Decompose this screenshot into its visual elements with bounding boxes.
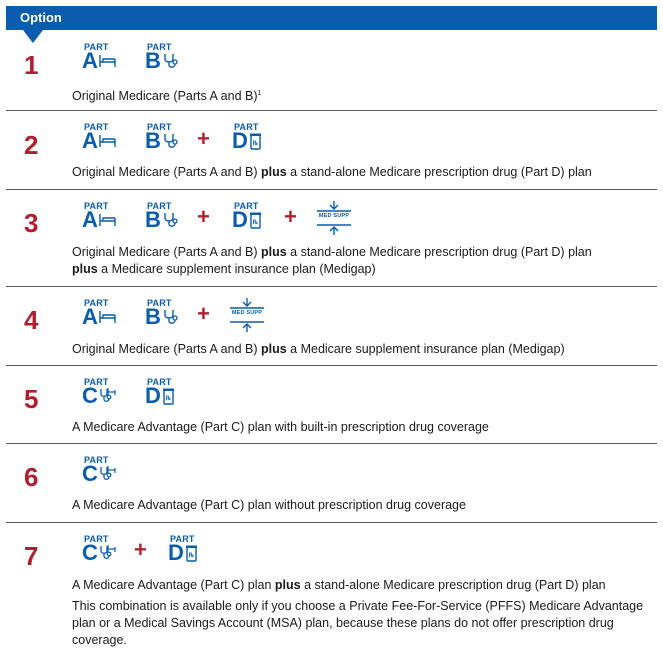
option-number: 6 bbox=[24, 462, 39, 492]
row-divider bbox=[6, 110, 657, 111]
plus-icon: + bbox=[284, 204, 297, 229]
part-a-icon: PART A bbox=[82, 298, 128, 338]
option-description: Original Medicare (Parts A and B)$^1$ bbox=[72, 89, 262, 104]
part-c-icon: PART C bbox=[82, 377, 128, 417]
part-c-icon: PART C bbox=[82, 455, 128, 495]
option-description: Original Medicare (Parts A and B) plus a Medicare supplement insurance plan (Medigap) bbox=[72, 342, 565, 356]
row-divider bbox=[6, 365, 657, 366]
option-description: A Medicare Advantage (Part C) plan plus a stand-alone Medicare prescription drug (Part D) plan bbox=[72, 578, 606, 592]
part-c-icon: PART C bbox=[82, 534, 128, 574]
option-description: A Medicare Advantage (Part C) plan with built-in prescription drug coverage bbox=[72, 420, 489, 434]
part-a-icon: PART A bbox=[82, 122, 128, 162]
part-d-icon: PART D bbox=[145, 377, 191, 417]
option-number: 2 bbox=[24, 130, 39, 160]
plus-icon: + bbox=[197, 301, 210, 326]
part-b-icon: PART B bbox=[145, 122, 191, 162]
option-description-line2: plus a Medicare supplement insurance plan (Medigap) bbox=[72, 262, 376, 276]
option-number: 4 bbox=[24, 305, 39, 335]
option-number: 1 bbox=[24, 50, 39, 80]
row-divider bbox=[6, 522, 657, 523]
table-header bbox=[6, 6, 657, 30]
row-divider bbox=[6, 286, 657, 287]
row-divider bbox=[6, 189, 657, 190]
option-description: Original Medicare (Parts A and B) plus a stand-alone Medicare prescription drug (Part D) plan bbox=[72, 165, 592, 179]
med-supp-icon: MED SUPP bbox=[228, 298, 266, 332]
part-b-icon: PART B bbox=[145, 298, 191, 338]
option-column-header: Option bbox=[20, 10, 62, 25]
option-description: A Medicare Advantage (Part C) plan without prescription drug coverage bbox=[72, 498, 466, 512]
header-arrow-icon bbox=[23, 30, 43, 43]
plus-icon: + bbox=[134, 537, 147, 562]
part-d-icon: PART D bbox=[232, 201, 278, 241]
part-d-icon: PART D bbox=[232, 122, 278, 162]
part-a-icon: PART A bbox=[82, 42, 128, 82]
option-note: This combination is available only if you choose a Private Fee-For-Service (PFFS) Medicare Advantage plan or a Medical Savings Account (MSA) plan, because these plans do not offer prescription drug coverage. bbox=[72, 599, 644, 647]
option-number: 7 bbox=[24, 541, 39, 571]
part-b-icon: PART B bbox=[145, 201, 191, 241]
option-number: 3 bbox=[24, 208, 39, 238]
option-number: 5 bbox=[24, 384, 39, 414]
row-divider bbox=[6, 443, 657, 444]
med-supp-icon: MED SUPP bbox=[315, 201, 353, 235]
option-description: Original Medicare (Parts A and B) plus a stand-alone Medicare prescription drug (Part D) plan bbox=[72, 245, 592, 259]
part-d-icon: PART D bbox=[168, 534, 214, 574]
plus-icon: + bbox=[197, 204, 210, 229]
plus-icon: + bbox=[197, 126, 210, 151]
part-b-icon: PART B bbox=[145, 42, 191, 82]
part-a-icon: PART A bbox=[82, 201, 128, 241]
